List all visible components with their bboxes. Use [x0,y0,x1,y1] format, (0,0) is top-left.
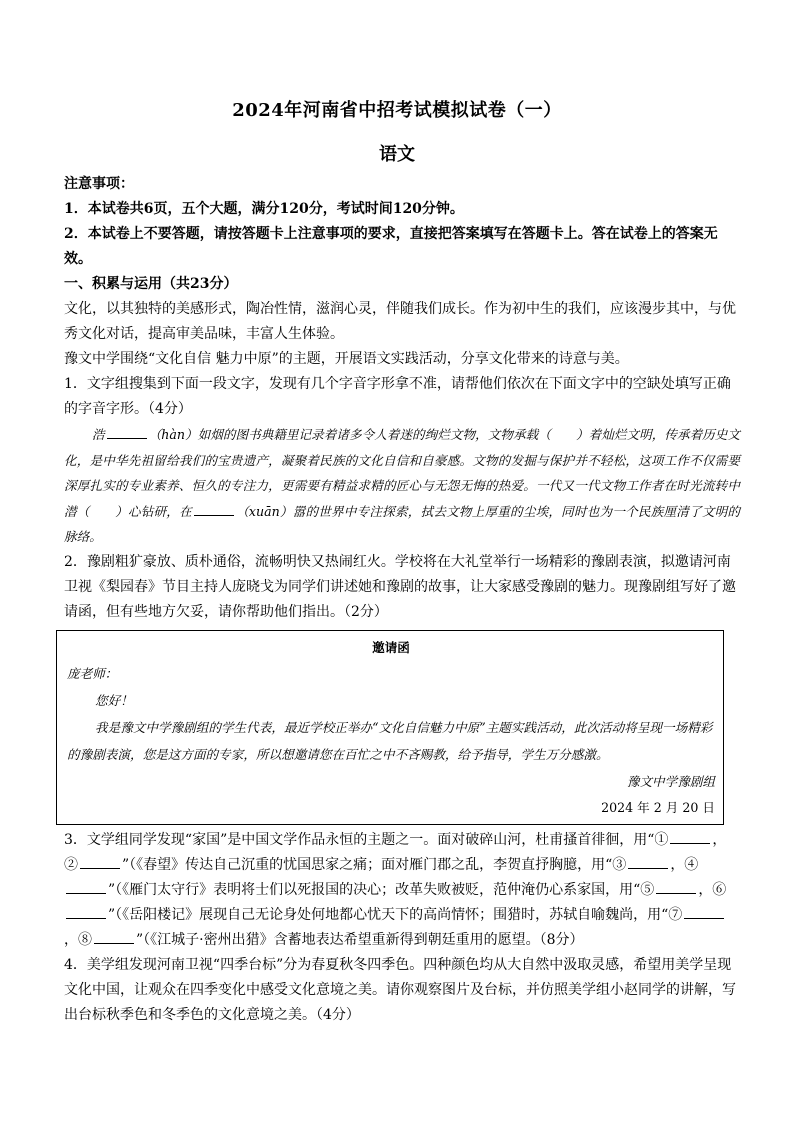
invitation-body: 我是豫文中学豫剧组的学生代表，最近学校正举办“文化自信魅力中原”主题实践活动，此次活动将呈现一场精彩的豫剧表演，您是这方面的专家，所以想邀请您在百忙之中不吝赐教，给予指导，学生万分感激。 [67,719,713,762]
notes-item-1: 1．本试卷共6页，五个大题，满分120分，考试时间120分钟。 [64,201,464,217]
exam-content [64,172,740,1028]
subject-title: 语文 [379,144,415,165]
answer-blank[interactable] [107,424,147,439]
answer-blank[interactable] [194,501,234,516]
invitation-date: 2024 年 2 月 20 日 [601,799,715,815]
question-3-prompt: 3．文学组同学发现“家国”是中国文学作品永恒的主题之一。面对破碎山河，杜甫搔首徘徊，用“① ，② ”（《春望》传达自己沉重的忧国思家之痛；面对雁门郡之乱，李贺直抒胸臆，用“③ ，④”（《雁门太守行》表明将士们以死报国的决心；改革失败被贬，范仲淹仍心系家国，用“⑤ ，⑥”（《岳阳楼记》展现自己无论身处何地都心忧天下的高尚情怀；围猎时，苏轼自喻魏尚，用“⑦，⑧ ”（《江城子·密州出猎》含蓄地表达希望重新得到朝廷重用的愿望。（8分） [64,828,740,953]
answer-blank[interactable] [66,904,106,919]
question-1-passage: 浩 （hàn）如烟的图书典籍里记录着诸多令人着迷的绚烂文物，文物承载（ ）着灿烂文明，传承着历史文化，是中华先祖留给我们的宝贵遗产，凝聚着民族的文化自信和自豪感。文物的发掘与保护并不轻松，这项工作不仅需要深厚扎实的专业素养、恒久的专注力，更需要有精益求精的匠心与无怨无悔的热爱。一代又一代文物工作者在时光流转中潜（ ）心钻研，在 （xuān）嚣的世界中专注探索，拭去文物上厚重的尘埃，同时也为一个民族厘清了文明的脉络。 [64,422,740,550]
question-2-prompt: 2．豫剧粗犷豪放、质朴通俗，流畅明快又热闹红火。学校将在大礼堂举行一场精彩的豫剧表演，拟邀请河南卫视《梨园春》节目主持人庞晓戈为同学们讲述她和豫剧的故事，让大家感受豫剧的魅力。现豫剧组写好了邀请函，但有些地方欠妥，请你帮助他们指出。（2分） [64,553,736,620]
section-1-theme: 豫文中学围绕“文化自信 魅力中原”的主题，开展语文实践活动，分享文化带来的诗意与美。 [64,351,629,367]
invitation-salutation: 庞老师： [67,665,118,681]
section-1-intro: 文化，以其独特的美感形式，陶冶性情，滋润心灵，伴随我们成长。作为初中生的我们，应该漫步其中，与优秀文化对话，提高审美品味，丰富人生体验。 [64,301,736,342]
invitation-box [56,630,724,825]
invitation-signer: 豫文中学豫剧组 [626,773,715,789]
answer-blank[interactable] [94,929,134,944]
exam-title: 2024年河南省中招考试模拟试卷（一） [232,100,562,121]
invitation-greeting: 您好！ [95,692,133,708]
question-4-prompt: 4．美学组发现河南卫视“四季台标”分为春夏秋冬四季色。四种颜色均从大自然中汲取灵感，希望用美学呈现文化中国，让观众在四季变化中感受文化意境之美。请你观察图片及台标，并仿照美学组小赵同学的讲解，写出台标秋季色和冬季色的文化意境之美。（4分） [64,956,736,1023]
answer-blank[interactable] [656,879,696,894]
question-1-prompt: 1．文字组搜集到下面一段文字，发现有几个字音字形拿不准，请帮他们依次在下面文字中的空缺处填写正确的字音字形。（4分） [64,376,731,417]
answer-blank[interactable] [628,854,668,869]
invitation-title: 邀请函 [372,639,410,655]
answer-blank[interactable] [670,829,710,844]
answer-blank[interactable] [684,904,724,919]
notes-item-2: 2．本试卷上不要答题，请按答题卡上注意事项的要求，直接把答案填写在答题卡上。答在试卷上的答案无效。 [64,226,718,267]
answer-blank[interactable] [66,879,106,894]
notes-heading: 注意事项： [64,176,134,192]
answer-blank[interactable] [80,854,120,869]
section-1-heading: 一、积累与运用（共23分） [64,276,238,292]
